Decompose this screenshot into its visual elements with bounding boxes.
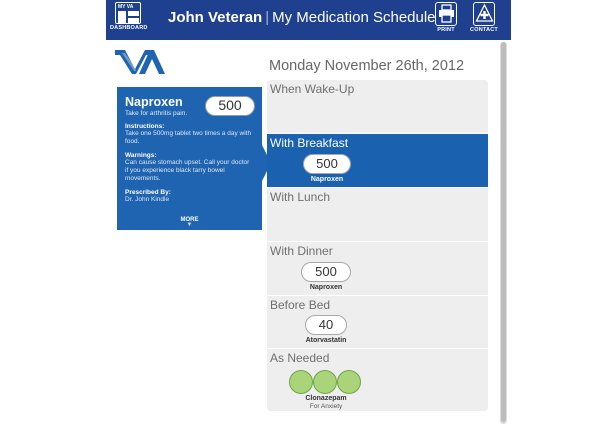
instructions-heading: Instructions: bbox=[125, 123, 165, 130]
medication-name: Atorvastatin bbox=[305, 337, 347, 344]
more-button[interactable] bbox=[117, 217, 262, 228]
va-logo bbox=[115, 47, 165, 75]
pill-icon[interactable] bbox=[289, 370, 313, 394]
slot-label: As Needed bbox=[270, 351, 330, 365]
chevron-down-icon: ▼ bbox=[186, 222, 193, 228]
schedule-list bbox=[267, 80, 488, 411]
slot-dinner[interactable] bbox=[267, 242, 488, 296]
warnings-text: Can cause stomach upset. Call your doctor if you experience black tarry bowel movements. bbox=[125, 159, 250, 182]
slot-label: With Dinner bbox=[270, 244, 333, 258]
dose-badge[interactable]: 40 bbox=[305, 315, 347, 335]
scrollbar-thumb[interactable] bbox=[501, 42, 506, 422]
slot-lunch[interactable] bbox=[267, 188, 488, 242]
contact-icon bbox=[473, 2, 495, 26]
slot-as-needed[interactable] bbox=[267, 349, 488, 411]
dashboard-button[interactable] bbox=[110, 2, 146, 31]
dashboard-icon bbox=[115, 2, 141, 24]
medication-note: For Anxiety bbox=[309, 403, 343, 410]
prescribed-by-heading: Prescribed By: bbox=[125, 189, 171, 196]
dose-badge[interactable]: 500 bbox=[303, 154, 351, 174]
detail-dose-badge: 500 bbox=[205, 96, 255, 116]
scrollbar[interactable] bbox=[500, 42, 507, 424]
dashboard-label: DASHBOARD bbox=[110, 25, 148, 31]
slot-label: Before Bed bbox=[270, 298, 331, 312]
slot-label: When Wake-Up bbox=[270, 82, 355, 96]
title-separator: | bbox=[265, 9, 270, 26]
page-title bbox=[168, 9, 436, 26]
slot-label: With Lunch bbox=[270, 190, 331, 204]
schedule-date: Monday November 26th, 2012 bbox=[269, 58, 465, 74]
warnings-heading: Warnings: bbox=[125, 152, 157, 159]
user-name: John Veteran bbox=[168, 9, 263, 26]
dose-badge[interactable]: 500 bbox=[301, 262, 351, 282]
prescriber-name: Dr. John Kindle bbox=[125, 196, 170, 203]
instructions-text: Take one 500mg tablet two times a day with food. bbox=[125, 130, 252, 145]
more-label: MORE bbox=[180, 217, 199, 223]
contact-label: CONTACT bbox=[470, 27, 498, 33]
print-icon bbox=[435, 2, 457, 26]
pill-icon[interactable] bbox=[313, 370, 337, 394]
print-label: PRINT bbox=[437, 27, 455, 33]
slot-breakfast[interactable] bbox=[267, 134, 488, 188]
slot-wake-up[interactable] bbox=[267, 80, 488, 134]
medication-detail-card bbox=[117, 87, 262, 230]
slot-label: With Breakfast bbox=[270, 136, 349, 150]
slot-before-bed[interactable] bbox=[267, 296, 488, 349]
medication-name: Naproxen bbox=[309, 284, 343, 291]
schedule-title: My Medication Schedule bbox=[272, 9, 436, 26]
medication-name: Naproxen bbox=[310, 176, 344, 183]
contact-button[interactable] bbox=[468, 2, 500, 33]
detail-medication-name: Naproxen bbox=[125, 95, 183, 109]
pill-icon[interactable] bbox=[337, 370, 361, 394]
print-button[interactable] bbox=[432, 2, 460, 33]
medication-name: Clonazepam bbox=[305, 395, 347, 402]
my-va-label: MY VA bbox=[118, 4, 134, 10]
header-bar bbox=[106, 0, 511, 40]
detail-purpose: Take for arthritis pain. bbox=[125, 110, 188, 117]
